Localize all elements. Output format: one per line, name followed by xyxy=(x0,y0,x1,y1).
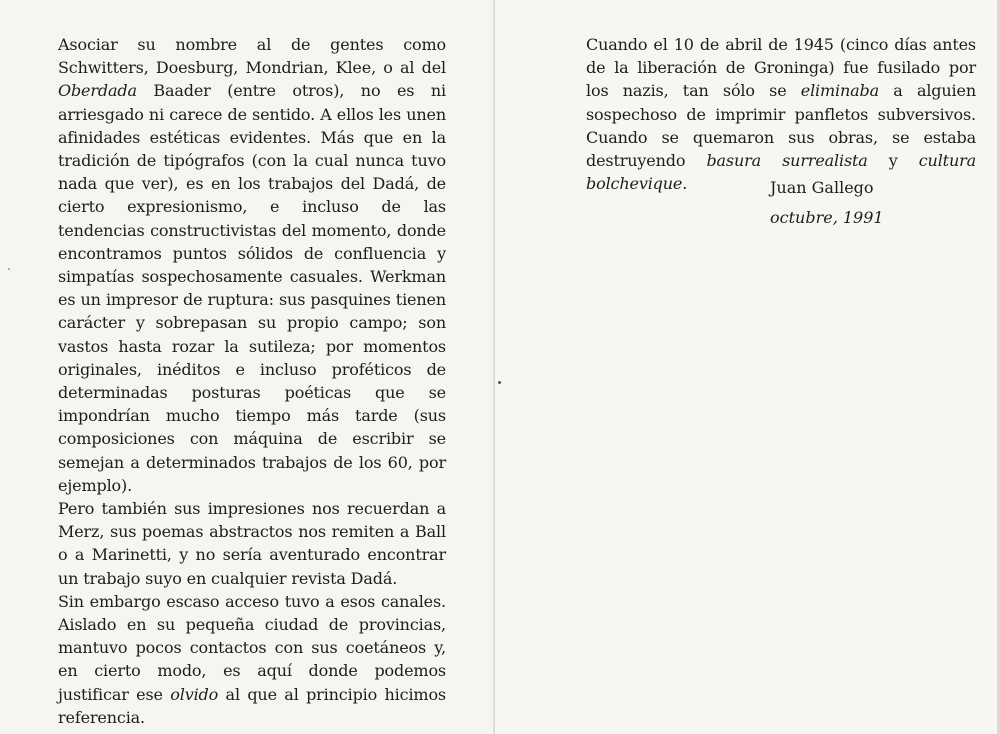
right-paragraph-1-segment-7: . xyxy=(682,174,688,194)
paragraph-1-segment-3: Baader (entre otros), no es ni arriesgado ni carece de sentido. A ellos les unen afinidades estéticas evidentes. Más que en la tradición de tipógrafos (con la cual nunca tuvo nada que ver), es en los trabajos del Dadá, de cierto expresionismo, e incluso de las tendencias constructivistas del momento, donde encontramos puntos sólidos de confluencia y simpatías sospechosamente casuales. Werkman es un impresor de ruptura: sus pasquines tienen carácter y sobrepasan su propio campo; son vastos hasta rozar la sutileza; por momentos originales, inéditos e incluso proféticos de determinadas posturas poéticas que se impondrían mucho tiempo más tarde (sus composiciones con máquina de escribir se semejan a determinados trabajos de los 60, por ejemplo). xyxy=(58,81,446,495)
paper-speck xyxy=(498,381,501,384)
paragraph-1-segment-1: Asociar su nombre al de gentes como Schwitters, Doesburg, Mondrian, Klee, o al del xyxy=(58,35,446,78)
right-page-text xyxy=(586,33,976,195)
right-paragraph-1-segment-5: y xyxy=(867,151,919,171)
right-paragraph-1-segment-3: a alguien sospechoso de imprimir panfletos subversivos. Cuando se quemaron sus obras, se estaba destruyendo xyxy=(586,81,976,171)
signature-author: Juan Gallego xyxy=(770,178,874,197)
paragraph-1-segment-2-italic: Oberdada xyxy=(58,81,137,101)
signature-block xyxy=(770,173,884,233)
paragraph-2 xyxy=(58,497,446,590)
right-paragraph-1-segment-6-italic: cultura bolchevique xyxy=(586,151,977,194)
signature-date: octubre, 1991 xyxy=(770,208,884,227)
paragraph-3-segment-1: Sin embargo escaso acceso tuvo a esos canales. Aislado en su pequeña ciudad de provincias, mantuvo pocos contactos con sus coetáneos y, en cierto modo, es aquí donde podemos justificar ese xyxy=(58,591,446,704)
paragraph-3-segment-3: al que al principio hicimos referencia. xyxy=(58,684,446,727)
right-paragraph-1 xyxy=(586,33,976,195)
right-paragraph-1-segment-4-italic: basura surrealista xyxy=(706,151,868,171)
paragraph-1 xyxy=(58,33,446,497)
paragraph-2-segment-1: Pero también sus impresiones nos recuerdan a Merz, sus poemas abstractos nos remiten a Ball o a Marinetti, y no sería aventurado encontrar un trabajo suyo en cualquier revista Dadá. xyxy=(58,499,446,588)
left-page-text xyxy=(58,33,446,729)
paragraph-3-segment-2-italic: olvido xyxy=(170,684,219,704)
right-paragraph-1-segment-1: Cuando el 10 de abril de 1945 (cinco días antes de la liberación de Groninga) fue fusilado por los nazis, tan sólo se xyxy=(586,35,976,101)
paragraph-3 xyxy=(58,590,446,729)
left-page xyxy=(0,0,495,734)
paper-speck xyxy=(8,268,10,270)
right-paragraph-1-segment-2-italic: eliminaba xyxy=(800,81,880,101)
